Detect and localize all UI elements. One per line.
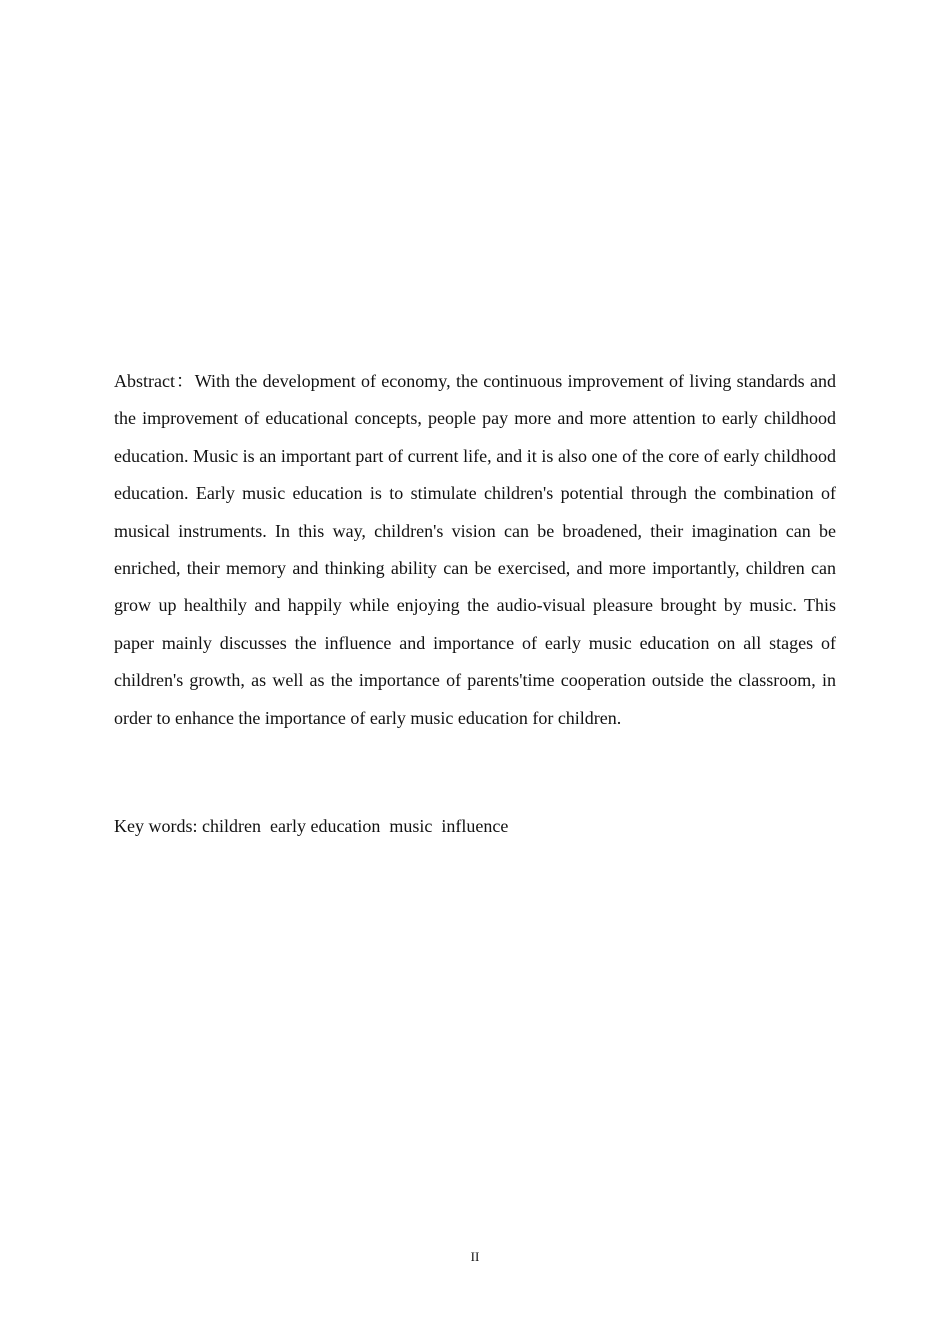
abstract-text: With the development of economy, the continuous improvement of living standards and the improvement of educational concepts, people pay more and more attention to early childhood education. Music is an important part of current life, and it is also one of the core of early childhood education. Early music education is to stimulate children's potential through the combination of musical instruments. In this way, children's vision can be broadened, their imagination can be enriched, their memory and thinking ability can be exercised, and more importantly, children can grow up healthily and happily while enjoying the audio-visual pleasure brought by music. This paper mainly discusses the influence and importance of early music education on all stages of children's growth, as well as the importance of parents'time cooperation outside the classroom, in order to enhance the importance of early music education for children. [114,371,837,728]
keywords-text: children early education music influence [202,816,509,836]
keywords-line [114,808,836,845]
keywords-label: Key words: [114,816,202,836]
page-number: II [470,1249,480,1264]
abstract-label: Abstract： [114,371,195,391]
abstract-paragraph [114,363,836,737]
